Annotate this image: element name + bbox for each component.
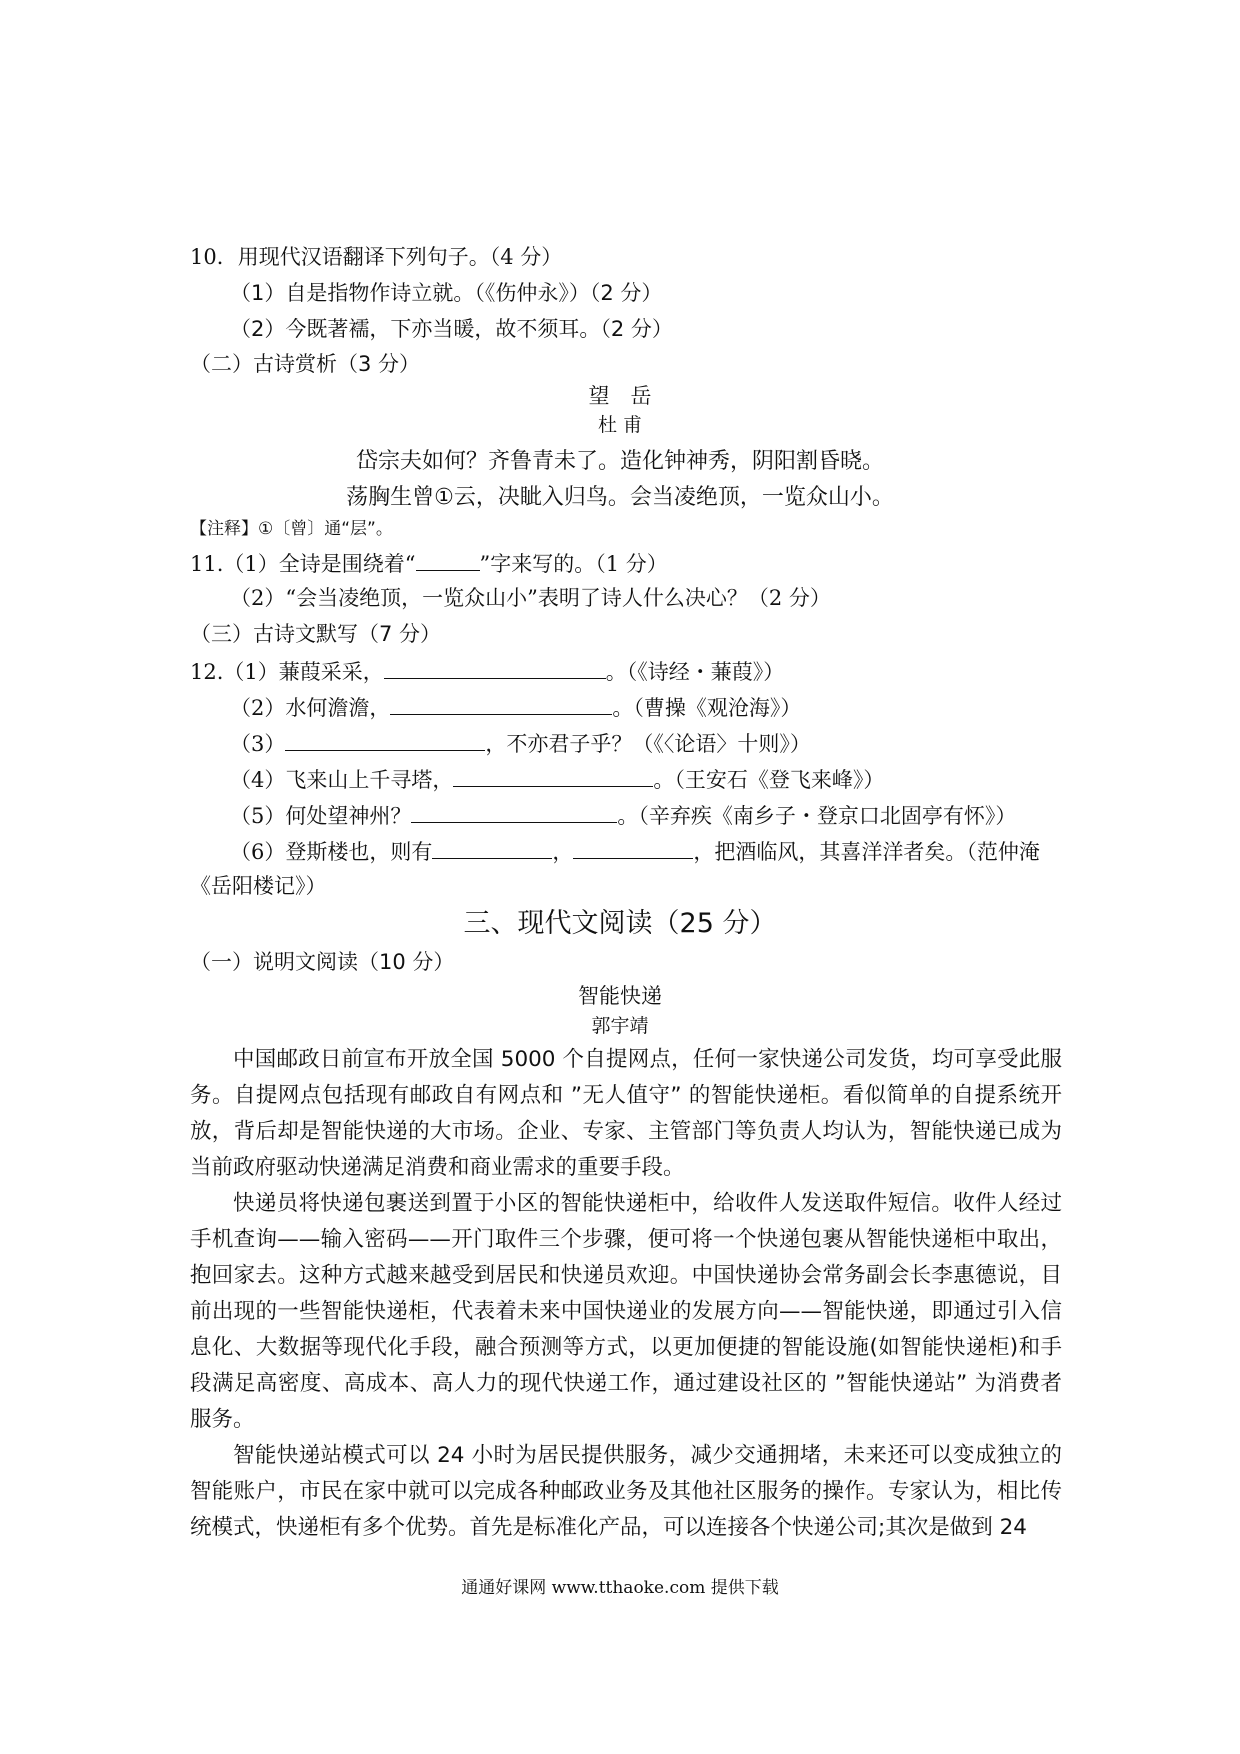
q12-item-1 — [190, 656, 784, 686]
q12-item-4 — [230, 764, 884, 794]
article-paragraph: 智能快递站模式可以 24 小时为居民提供服务，减少交通拥堵，未来还可以变成独立的智能账户，市民在家中就可以完成各种邮政业务及其他社区服务的操作。专家认为，相比传统模式，快递柜有多个优势。首先是标准化产品，可以连接各个快递公司;其次是做到 24 — [190, 1443, 1062, 1540]
article-author: 郭宇靖 — [591, 1015, 649, 1037]
section-header-poem-appreciation: （二）古诗赏析（3 分） — [190, 352, 421, 376]
q12-item-3 — [230, 728, 811, 758]
q12-item-2-prefix: （2）水何澹澹， — [230, 696, 391, 720]
q12-item-6-suffix: ，把酒临风，其喜洋洋者矣。（范仲淹 — [693, 840, 1040, 864]
q12-item-2-suffix: 。（曹操《观沧海》） — [612, 696, 802, 720]
q12-item-5 — [230, 800, 1016, 830]
article-paragraph: 快递员将快递包裹送到置于小区的智能快递柜中，给收件人发送取件短信。收件人经过手机查询——输入密码——开门取件三个步骤，便可将一个快递包裹从智能快递柜中取出，抱回家去。这种方式越来越受到居民和快递员欢迎。中国快递协会常务副会长李惠德说，目前出现的一些智能快递柜，代表着未来中国快递业的发展方向——智能快递，即通过引入信息化、大数据等现代化手段，融合预测等方式，以更加便捷的智能设施(如智能快递柜)和手段满足高密度、高成本、高人力的现代快递工作，通过建设社区的 ”智能快递站” 为消费者服务。 — [190, 1191, 1062, 1432]
poem-author: 杜 甫 — [597, 414, 643, 436]
q10-sentence-1: （1）自是指物作诗立就。（《伤仲永》）（2 分） — [230, 281, 663, 305]
answer-blank[interactable] — [453, 764, 653, 787]
q12-item-6-continuation: 《岳阳楼记》） — [190, 874, 327, 898]
q12-item-6-comma: ， — [552, 840, 574, 864]
q12-item-5-prefix: （5）何处望神州？ — [230, 804, 412, 828]
poem-title: 望 岳 — [588, 384, 652, 408]
page-footer: 通通好课网 www.tthaoke.com 提供下载 — [461, 1578, 779, 1598]
q10-stem: 10．用现代汉语翻译下列句子。（4 分） — [190, 245, 563, 269]
answer-blank[interactable] — [390, 692, 612, 715]
answer-blank[interactable] — [432, 836, 552, 859]
q11-part-1 — [190, 548, 668, 578]
part-title: 三、现代文阅读（25 分） — [463, 908, 777, 939]
q12-item-1-prefix: 12.（1）蒹葭采采， — [190, 660, 384, 684]
q11-part-2: （2）“会当凌绝顶，一览众山小”表明了诗人什么决心？（2 分） — [230, 586, 831, 610]
answer-blank[interactable] — [285, 728, 485, 751]
answer-blank[interactable] — [384, 656, 606, 679]
answer-blank[interactable] — [416, 548, 480, 571]
q12-item-1-suffix: 。（《诗经・蒹葭》） — [605, 660, 785, 684]
q11-part-1-suffix: ”字来写的。（1 分） — [479, 552, 668, 576]
q12-item-4-suffix: 。（王安石《登飞来峰》） — [653, 768, 885, 792]
q12-item-4-prefix: （4）飞来山上千寻塔， — [230, 768, 454, 792]
poem-line-1: 岱宗夫如何？齐鲁青未了。造化钟神秀，阴阳割昏晓。 — [355, 449, 884, 474]
section-header-expository: （一）说明文阅读（10 分） — [190, 950, 455, 974]
article-paragraph: 中国邮政日前宣布开放全国 5000 个自提网点，任何一家快递公司发货，均可享受此服务。自提网点包括现有邮政自有网点和 ”无人值守” 的智能快递柜。看似简单的自提系统开放，背后却是智能快递的大市场。企业、专家、主管部门等负责人均认为，智能快递已成为当前政府驱动快递满足消费和商业需求的重要手段。 — [190, 1047, 1062, 1180]
q12-item-2 — [230, 692, 801, 722]
q12-item-6 — [230, 836, 1040, 866]
poem-note: 【注释】①〔曾〕通“层”。 — [190, 519, 393, 539]
section-header-dictation: （三）古诗文默写（7 分） — [190, 622, 442, 646]
q12-item-3-prefix: （3） — [230, 732, 286, 756]
answer-blank[interactable] — [573, 836, 693, 859]
poem-line-2: 荡胸生曾①云，决眦入归鸟。会当凌绝顶，一览众山小。 — [346, 485, 894, 510]
answer-blank[interactable] — [411, 800, 617, 823]
q12-item-3-suffix: ，不亦君子乎？（《〈论语〉十则》） — [485, 732, 811, 756]
q12-item-6-prefix: （6）登斯楼也，则有 — [230, 840, 433, 864]
q12-item-5-suffix: 。（辛弃疾《南乡子・登京口北固亭有怀》） — [617, 804, 1017, 828]
article-title: 智能快递 — [578, 984, 662, 1008]
q11-part-1-prefix: 11.（1）全诗是围绕着“ — [190, 552, 416, 576]
article-body — [190, 1042, 1062, 1546]
q10-sentence-2: （2）今既著襦，下亦当暖，故不须耳。（2 分） — [230, 317, 673, 341]
